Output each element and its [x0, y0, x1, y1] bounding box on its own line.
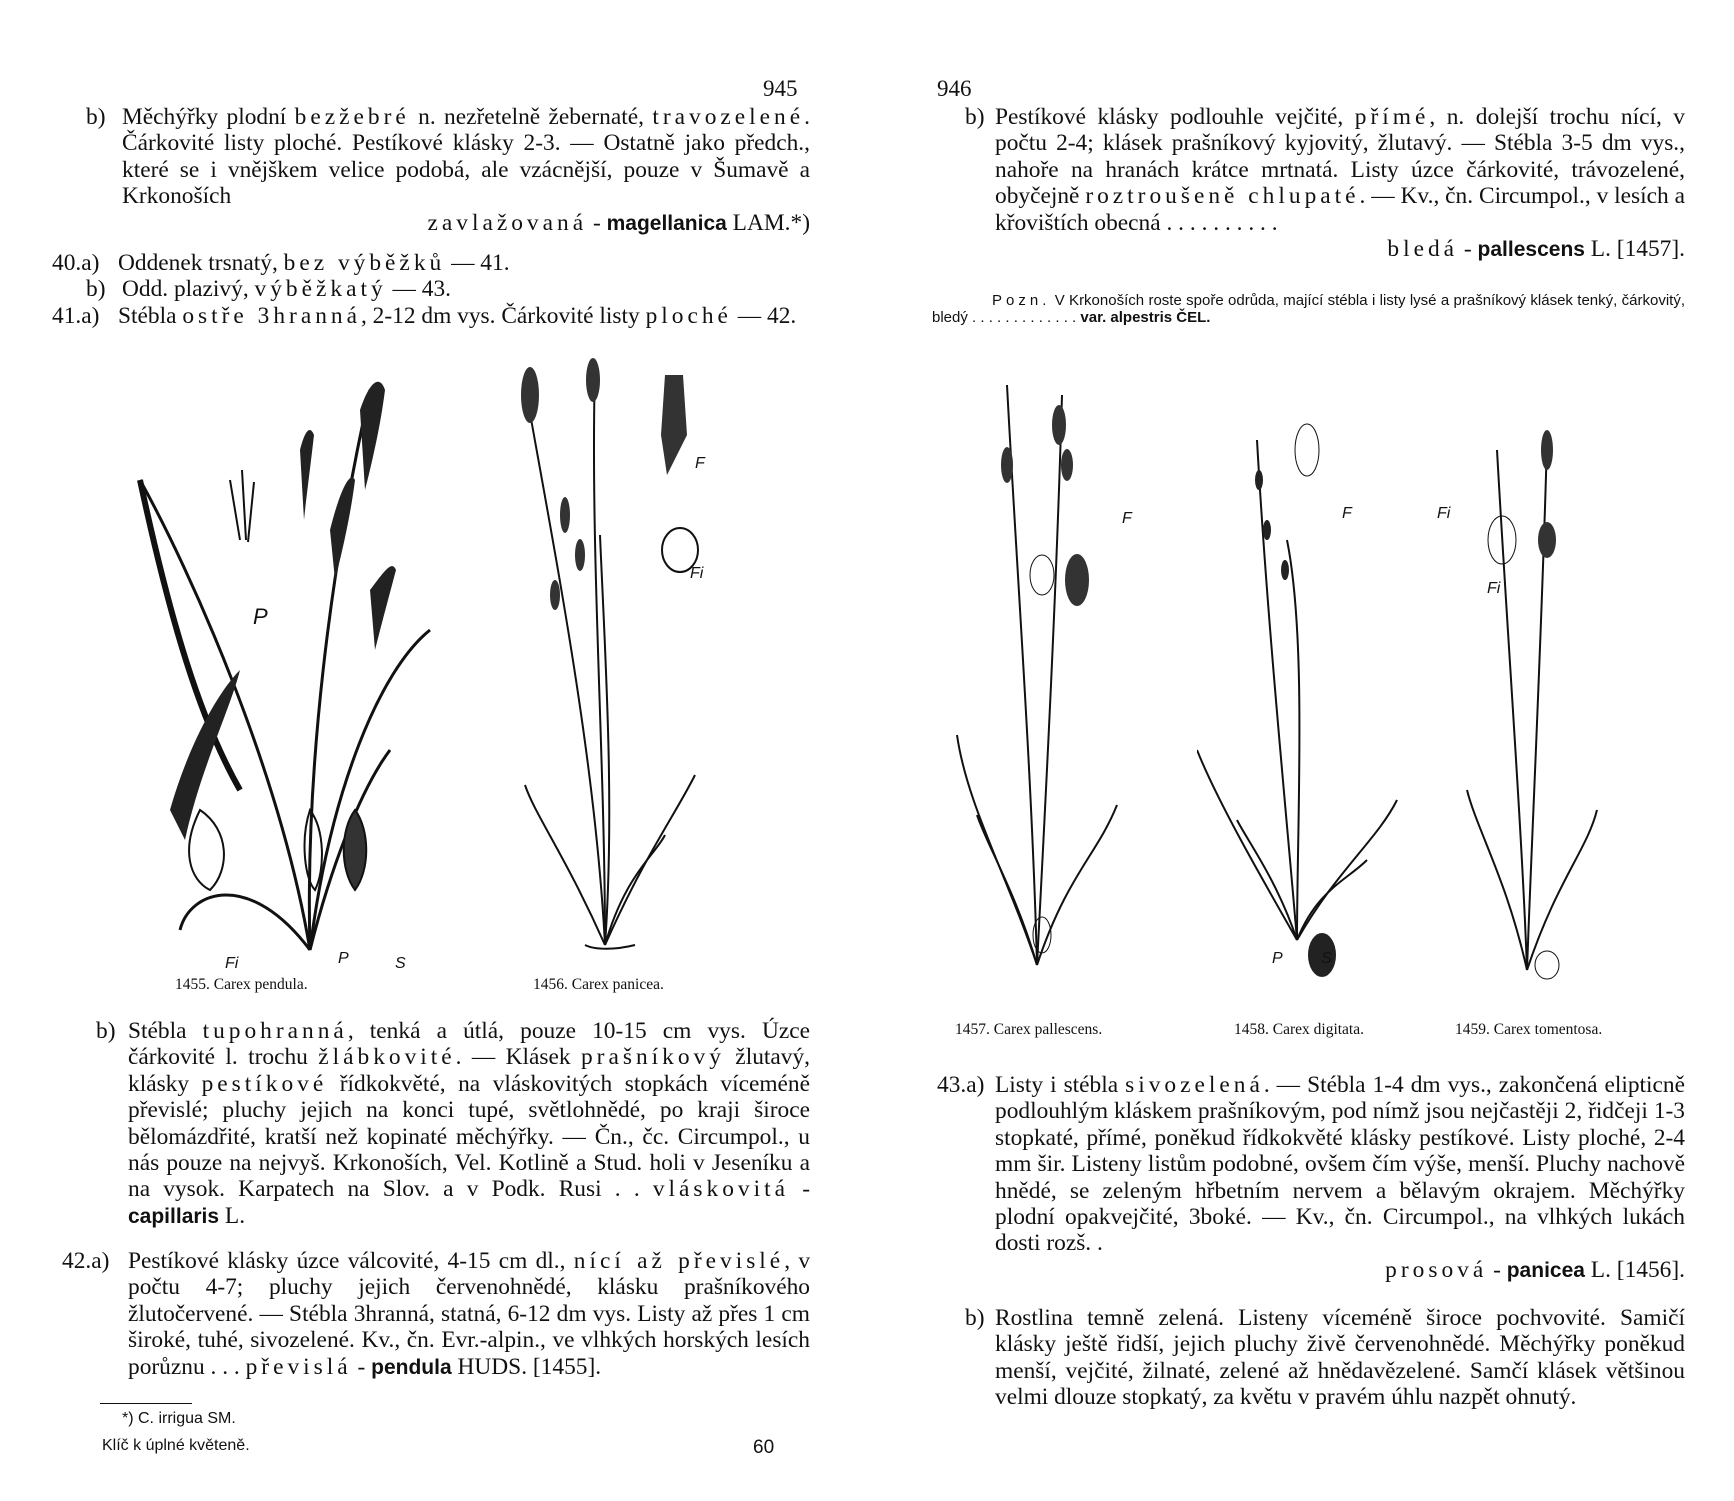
footnote: *) C. irrigua SM.	[122, 1410, 236, 1427]
left-page: 945 b) Měchýřky plodní bezžebré n. nezřetelně žebernaté, travozelené. Čárkovité listy ploché. Pestíkové klásky 2-3. — Ostatně jako předch., které se i vnějškem velice podobá, ale vzácnější, pouze v Šumavě a Krkonoších zavlažovaná - magellanica LAM.*) 40.a) Oddenek trsnatý, bez výběžků — 41. b) Odd. plazivý, výběžkatý — 43. 41.a) Stébla ostře 3hranná, 2-12 dm vys. Čárkovité listy ploché — 42. P Fi P S F Fi 1455. Carex pendula. 1456. Carex panicea. b) Stébla tupohranná, tenká a útlá, pouze 10-15 cm vys. Úzce čárkovité l. trochu žlábkovité. — Klásek prašníkový žlutavý, klásky pestíkové řídkokvěté, na vláskovitých stopkách víceméně převislé; pluchy jejich na konci tupé, světlohnědé, po kraji široce bělomázdřité, kratší než kopinaté měchýřky. — Čn., čc. Circumpol., u nás pouze na nejvyš. Krkonoších, Vel. Kotlině a Stud. holi v Jeseníku a na vysok. Karpatech na Slov. a v Podk. Rusi . . vláskovitá - capillaris L. 42.a) Pestíkové klásky úzce válcovité, 4-15 cm dl., nící až převislé, v počtu 4-7; pluchy jejich červenohnědé, klásku prašníkového žlutočervené. — Stébla 3hranná, statná, 6-12 dm vys. Listy až přes 1 cm široké, tuhé, sivozelené. Kv., čn. Evr.-alpin., ve vlhkých horských lesích porůznu . . . převislá - pendula HUDS. [1455]. *) C. irrigua SM. Klíč k úplné květeně. 60	[52, 76, 811, 1458]
entry-40b: b) Odd. plazivý, výběžkatý — 43.	[86, 276, 451, 302]
footnote-rule	[100, 1403, 192, 1404]
illustration-carex-pallescens	[947, 375, 1137, 975]
illustration-carex-panicea	[505, 355, 725, 955]
caption-1457: 1457. Carex pallescens.	[955, 1021, 1103, 1038]
carex-digitata-drawing	[1197, 420, 1407, 980]
entry-39b: b) Měchýřky plodní bezžebré n. nezřetelně žebernaté, travozelené. Čárkovité listy ploché. Pestíkové klásky 2-3. — Ostatně jako předch., které se i vnějškem velice podobá, ale vzácnější, pouze v Šumavě a Krkonoších zavlažovaná - magellanica LAM.*)	[86, 104, 810, 236]
carex-pendula-drawing	[130, 370, 450, 970]
caption-1459: 1459. Carex tomentosa.	[1455, 1021, 1603, 1038]
page-number-right: 946	[937, 76, 972, 101]
entry-41b: b) Stébla tupohranná, tenká a útlá, pouze 10-15 cm vys. Úzce čárkovité l. trochu žlábkovité. — Klásek prašníkový žlutavý, klásky pestíkové řídkokvěté, na vláskovitých stopkách víceméně převislé; pluchy jejich na konci tupé, světlohnědé, po kraji široce bělomázdřité, kratší než kopinaté měchýřky. — Čn., čc. Circumpol., u nás pouze na nejvyš. Krkonoších, Vel. Kotlině a Stud. holi v Jeseníku a na vysok. Karpatech na Slov. a v Podk. Rusi . . vláskovitá - capillaris L.	[96, 1018, 811, 1229]
page-number-left: 945	[763, 76, 798, 101]
carex-panicea-drawing	[505, 355, 725, 955]
illustration-carex-pendula	[130, 370, 450, 970]
illustration-carex-tomentosa	[1457, 430, 1607, 990]
footer-signature: 60	[753, 1437, 775, 1458]
entry-43a: 43.a) Listy i stébla sivozelená. — Stébla 1-4 dm vys., zakončená elipticně podlouhlým kláskem prašníkovým, pod nímž jsou nejčastěji 2, řidčeji 1-3 stopkaté, přímé, poněkud řídkokvěté klásky pestíkové. Listy ploché, 2-4 mm šir. Listeny listům podobné, ovšem čím výše, menší. Pluchy nachově hnědé, se zeleným hřbetním nervem a bělavým okrajem. Měchýřky plodní opakvejčité, 3boké. — Kv., čn. Circumpol., na vlhkých lukách dosti rozš. . prosová - panicea L. [1456].	[937, 1072, 1685, 1283]
entry-43b: b) Rostlina temně zelená. Listeny víceméně široce pochvovité. Samičí klásky ještě řidší, jejich pluchy živě červenohnědé. Měchýřky poněkud menší, vejčité, žilnaté, zelené až hnědavězelené. Samčí klásek většinou velmi dlouze stopkatý, za květu v pravém úhlu nazpět ohnutý.	[965, 1305, 1685, 1411]
carex-tomentosa-drawing	[1457, 430, 1607, 990]
caption-1456: 1456. Carex panicea.	[533, 976, 664, 993]
entry-39b-right: b) Pestíkové klásky podlouhle vejčité, přímé, n. dolejší trochu nící, v počtu 2-4; klásek prašníkový kyjovitý, žlutavý. — Stébla 3-5 dm vys., nahoře na hranách krátce mrtnatá. Listy úzce čárkovité, trávozelené, obyčejně roztroušeně chlupaté. — Kv., čn. Circumpol., v lesích a křovištích obecná . . . . . . . . . . bledá - pallescens L. [1457].	[965, 104, 1685, 263]
caption-1455: 1455. Carex pendula.	[175, 976, 308, 993]
caption-1458: 1458. Carex digitata.	[1234, 1021, 1364, 1038]
entry-41a: 41.a) Stébla ostře 3hranná, 2-12 dm vys. Čárkovité listy ploché — 42.	[52, 303, 797, 329]
footer-title: Klíč k úplné květeně.	[102, 1437, 250, 1454]
entry-42a: 42.a) Pestíkové klásky úzce válcovité, 4-15 cm dl., nící až převislé, v počtu 4-7; pluchy jejich červenohnědé, klásku prašníkového žlutočervené. — Stébla 3hranná, statná, 6-12 dm vys. Listy až přes 1 cm široké, tuhé, sivozelené. Kv., čn. Evr.-alpin., ve vlhkých horských lesích porůznu . . . převislá - pendula HUDS. [1455].	[62, 1248, 811, 1380]
note-pozn: Pozn. V Krkonoších roste spoře odrůda, mající stébla i listy lysé a prašníkový klásek tenký, čárkovitý, bledý . . . . . . . . . . . . . var. alpestris ČEL.	[932, 292, 1685, 326]
entry-40a: 40.a) Oddenek trsnatý, bez výběžků — 41.	[52, 250, 510, 276]
carex-pallescens-drawing	[947, 375, 1137, 975]
illustration-carex-digitata	[1197, 420, 1407, 980]
right-page: 946 b) Pestíkové klásky podlouhle vejčité, přímé, n. dolejší trochu nící, v počtu 2-4; klásek prašníkový kyjovitý, žlutavý. — Stébla 3-5 dm vys., nahoře na hranách krátce mrtnatá. Listy úzce čárkovité, trávozelené, obyčejně roztroušeně chlupaté. — Kv., čn. Circumpol., v lesích a křovištích obecná . . . . . . . . . . bledá - pallescens L. [1457]. Pozn. V Krkonoších roste spoře odrůda, mající stébla i listy lysé a prašníkový klásek tenký, čárkovitý, bledý . . . . . . . . . . . . . var. alpestris ČEL. F F Fi Fi P S 1457. Carex pallescens. 1458. Carex digitata. 1459. Carex tomentosa. 43.a) Listy i stébla sivozelená. — Stébla 1-4 dm vys., zakončená elipticně podlouhlým kláskem prašníkovým, pod nímž jsou nejčastěji 2, řidčeji 1-3 stopkaté, přímé, poněkud řídkokvěté klásky pestíkové. Listy ploché, 2-4 mm šir. Listeny listům podobné, ovšem čím výše, menší. Pluchy nachově hnědé, se zeleným hřbetním nervem a bělavým okrajem. Měchýřky plodní opakvejčité, 3boké. — Kv., čn. Circumpol., na vlhkých lukách dosti rozš. . prosová - panicea L. [1456]. b) Rostlina temně zelená. Listeny víceméně široce pochvovité. Samičí klásky ještě řidší, jejich pluchy živě červenohnědé. Měchýřky poněkud menší, vejčité, žilnaté, zelené až hnědavězelené. Samčí klásek většinou velmi dlouze stopkatý, za květu v pravém úhlu nazpět ohnutý.	[932, 76, 1685, 1411]
